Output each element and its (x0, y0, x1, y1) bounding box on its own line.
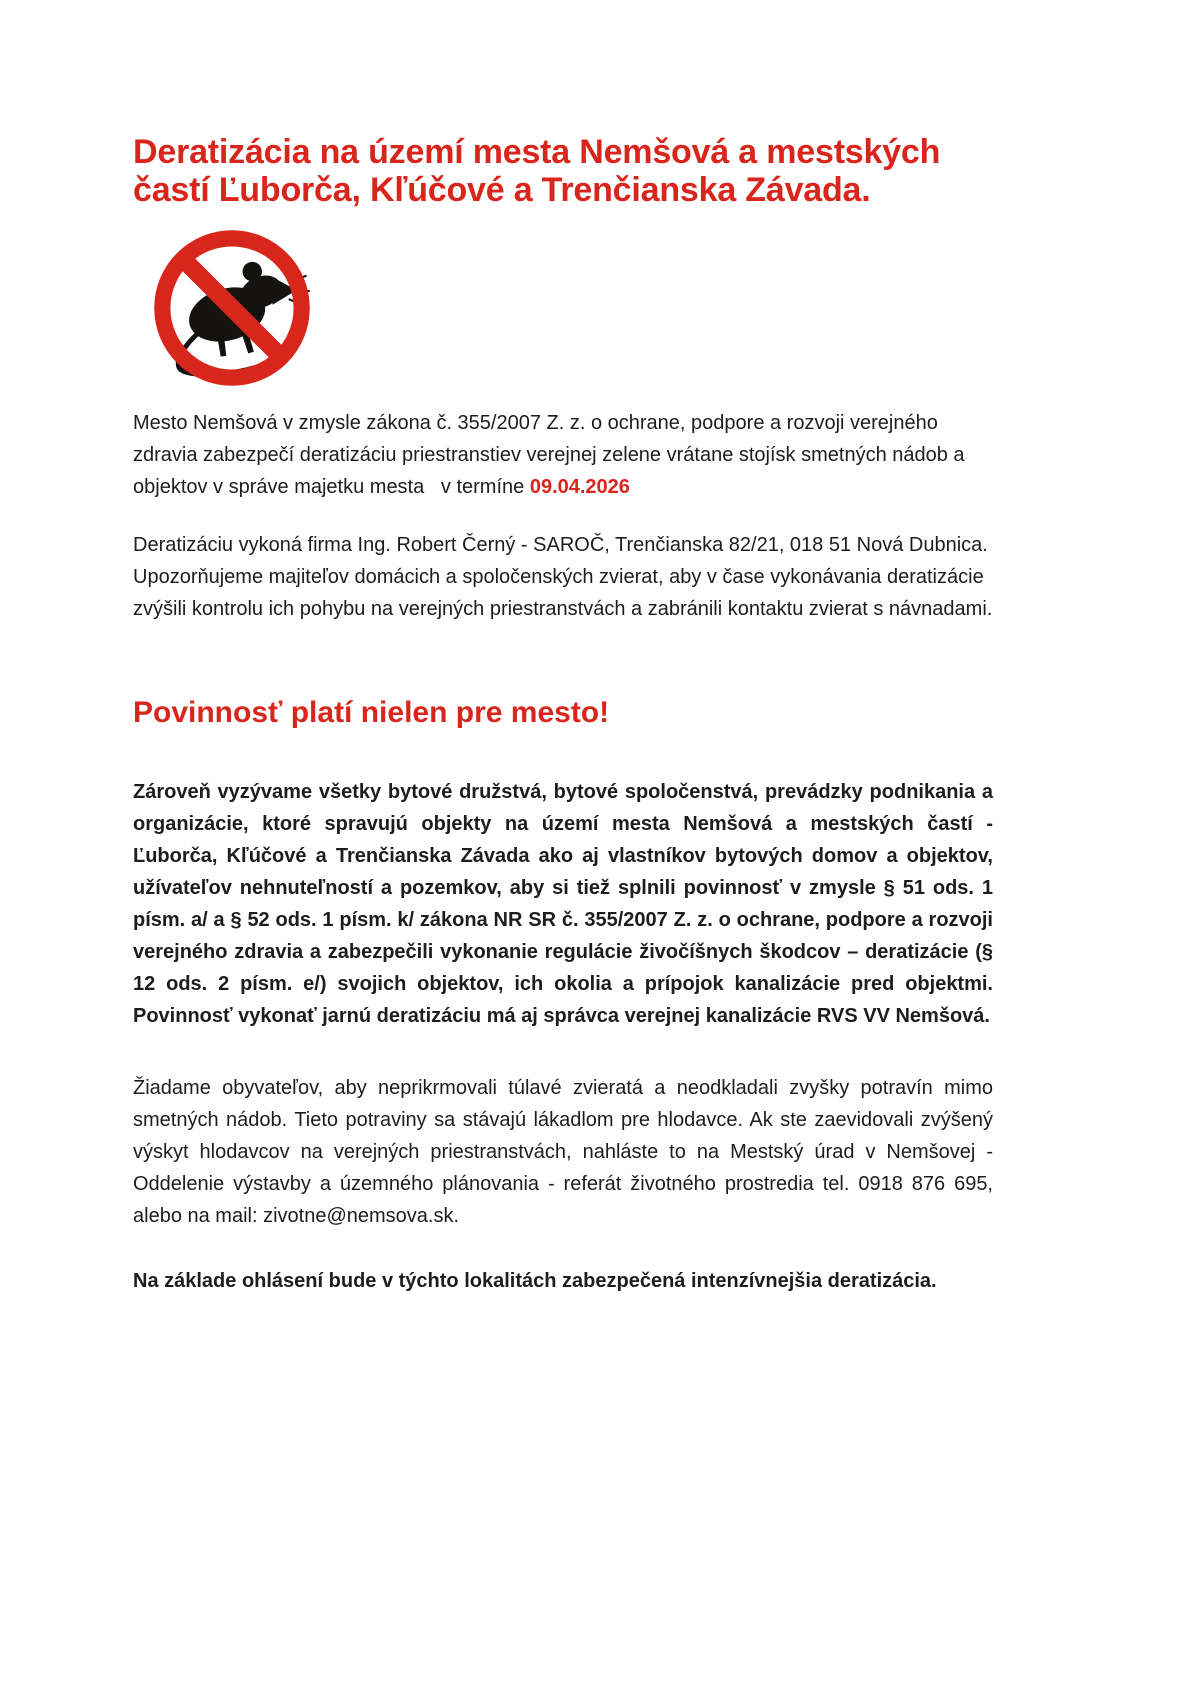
intro-paragraph (133, 407, 993, 503)
obligation-paragraph: Zároveň vyzývame všetky bytové družstvá, bytové spoločenstvá, prevádzky podnikania a organizácie, ktoré spravujú objekty na území mesta Nemšová a mestských častí - Ľuborča, Kľúčové a Trenčianska Závada ako aj vlastníkov bytových domov a objektov, užívateľov nehnuteľností a pozemkov, aby si tiež splnili povinnosť v zmysle § 51 ods. 1 písm. a/ a § 52 ods. 1 písm. k/ zákona NR SR č. 355/2007 Z. z. o ochrane, podpore a rozvoji verejného zdravia a zabezpečili vykonanie regulácie živočíšnych škodcov – deratizácie (§ 12 ods. 2 písm. e/) svojich objektov, ich okolia a prípojok kanalizácie pred objektmi. Povinnosť vykonať jarnú deratizáciu má aj správca verejnej kanalizácie RVS VV Nemšová. (133, 781, 993, 1027)
pet-owners-warning-line: Upozorňujeme majiteľov domácich a spoločenských zvierat, aby v čase vykonávania deratizácie zvýšili kontrolu ich pohybu na verejných priestranstvách a zabránili kontaktu zvierat s návnadami. (133, 566, 993, 620)
deratization-date: 09.04.2026 (529, 476, 630, 498)
residents-request-paragraph: Žiadame obyvateľov, aby neprikrmovali túlavé zvieratá a neodkladali zvyšky potravín mimo smetných nádob. Tieto potraviny sa stávajú lákadlom pre hlodavce. Ak ste zaevidovali zvýšený výskyt hlodavcov na verejných priestranstvách, nahláste to na Mestský úrad v Nemšovej - Oddelenie výstavby a územného plánovania - referát životného prostredia tel. 0918 876 695, alebo na mail: zivotne@nemsova.sk. (133, 1077, 993, 1227)
contractor-paragraph (133, 529, 993, 625)
final-note-line: Na základe ohlásení bude v týchto lokalitách zabezpečená intenzívnejšia deratizácia. (133, 1270, 937, 1292)
no-rats-prohibition-icon (151, 223, 313, 393)
obligation-subheading: Povinnosť platí nielen pre mesto! (133, 696, 610, 729)
intro-text: Mesto Nemšová v zmysle zákona č. 355/2007 Z. z. o ochrane, podpore a rozvoji verejného zdravia zabezpečí deratizáciu priestranstiev verejnej zelene vrátane stojísk smetných nádob a objektov v správe majetku mesta v termíne (133, 412, 976, 498)
page-title: Deratizácia na území mesta Nemšová a mestských častí Ľuborča, Kľúčové a Trenčianska Závada. (133, 133, 941, 209)
contractor-line: Deratizáciu vykoná firma Ing. Robert Černý - SAROČ, Trenčianska 82/21, 018 51 Nová Dubnica. (133, 534, 988, 556)
